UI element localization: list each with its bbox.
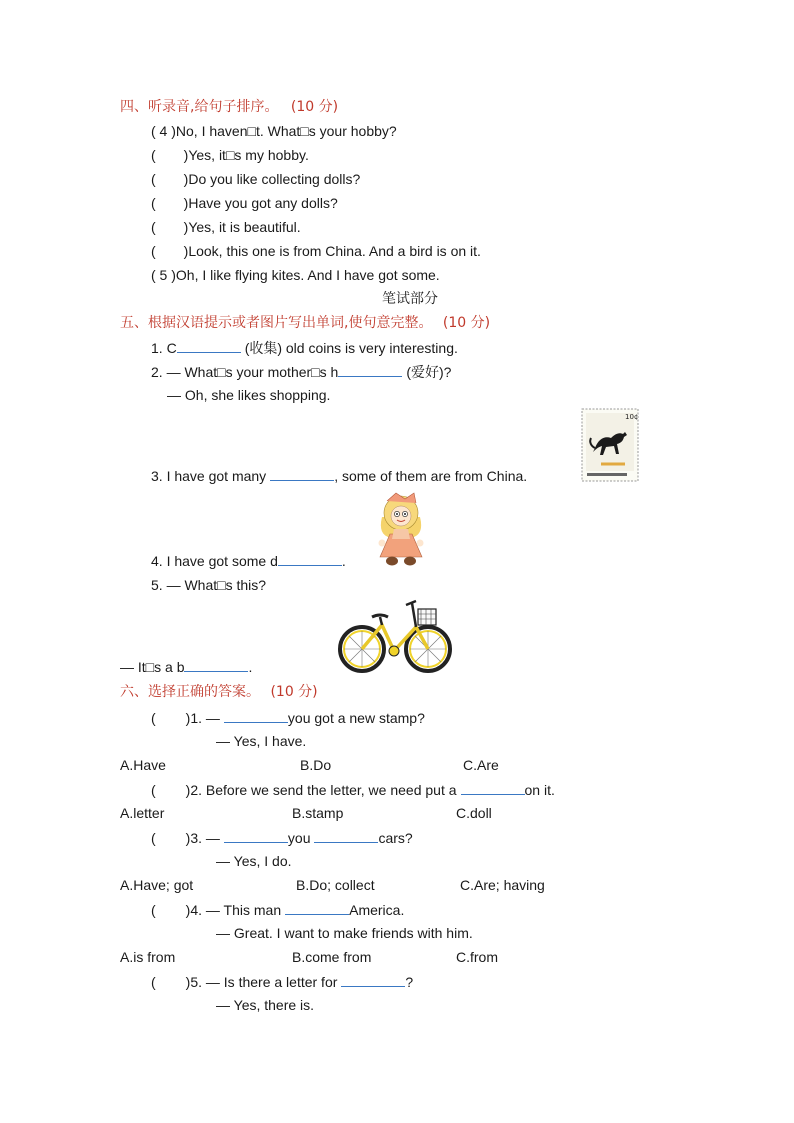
question-text: (收集) old coins is very interesting. bbox=[244, 340, 458, 356]
question-text: ? bbox=[405, 974, 414, 990]
sec6-q3-option-b[interactable]: B.Do; collect bbox=[296, 877, 375, 893]
sec5-q1 bbox=[151, 338, 458, 357]
doll-icon bbox=[372, 489, 430, 569]
answer-paren-open: ( bbox=[151, 782, 156, 798]
sec5-q2 bbox=[151, 362, 451, 381]
sentence-text: Oh, I like flying kites. And I have got some. bbox=[175, 267, 440, 283]
sec6-q2-option-c[interactable]: C.doll bbox=[456, 805, 492, 821]
answer-blank[interactable] bbox=[285, 900, 349, 915]
sec5-q2-reply: — Oh, she likes shopping. bbox=[167, 387, 331, 403]
sec6-q2 bbox=[151, 780, 555, 799]
question-text: 2. — What□s your mother□s h bbox=[151, 364, 339, 380]
stamp-value: 10¢ bbox=[625, 413, 639, 421]
stamp-image bbox=[581, 408, 639, 482]
bicycle-icon bbox=[336, 597, 456, 677]
question-text: cars? bbox=[378, 830, 413, 846]
sec6-q4-reply: — Great. I want to make friends with him. bbox=[216, 925, 473, 941]
question-text: (爱好)? bbox=[406, 364, 452, 380]
answer-blank[interactable] bbox=[278, 551, 342, 566]
sec4-row-5 bbox=[151, 218, 301, 236]
question-text: 1. C bbox=[151, 340, 177, 356]
section-4-title: 四、听录音,给句子排序。 bbox=[120, 99, 279, 115]
sec6-q4-option-b[interactable]: B.come from bbox=[292, 949, 372, 965]
answer-blank[interactable] bbox=[177, 338, 241, 353]
sec6-q3-option-a[interactable]: A.Have; got bbox=[120, 877, 194, 893]
sentence-text: Yes, it is beautiful. bbox=[188, 219, 301, 235]
answer-blank[interactable] bbox=[184, 657, 248, 672]
order-answer-slot[interactable]: ( ) bbox=[151, 219, 189, 235]
answer-paren-open: ( bbox=[151, 830, 156, 846]
sentence-text: Have you got any dolls? bbox=[188, 195, 338, 211]
question-text: 3. I have got many bbox=[151, 468, 267, 484]
order-paren: ( 5 ) bbox=[151, 267, 176, 283]
sec4-row-7 bbox=[151, 266, 440, 284]
order-answer-slot[interactable]: ( ) bbox=[151, 147, 189, 163]
question-text: )1. — bbox=[185, 710, 220, 726]
order-paren: ( 4 ) bbox=[151, 123, 176, 139]
written-part-label: 笔试部分 bbox=[382, 291, 438, 307]
sec6-q2-option-a[interactable]: A.letter bbox=[120, 805, 165, 821]
section-6-heading bbox=[120, 683, 318, 701]
question-text: )2. Before we send the letter, we need put a bbox=[185, 782, 457, 798]
question-text: on it. bbox=[524, 782, 555, 798]
section-6-title: 六、选择正确的答案。 bbox=[120, 684, 260, 700]
sec6-q1-option-c[interactable]: C.Are bbox=[463, 757, 499, 773]
question-text: you bbox=[287, 830, 311, 846]
question-text: , some of them are from China. bbox=[334, 468, 528, 484]
section-4-score: (10 分) bbox=[290, 99, 339, 115]
answer-paren-open: ( bbox=[151, 902, 156, 918]
sec4-row-2 bbox=[151, 146, 309, 164]
sec5-q4 bbox=[151, 551, 346, 570]
sentence-text: Look, this one is from China. And a bird is on it. bbox=[188, 243, 481, 259]
sec5-q5: 5. — What□s this? bbox=[151, 577, 267, 593]
answer-paren-open: ( bbox=[151, 974, 156, 990]
question-text: — It□s a b bbox=[120, 659, 185, 675]
sec6-q1-reply: — Yes, I have. bbox=[216, 733, 307, 749]
order-answer-slot[interactable]: ( ) bbox=[151, 195, 189, 211]
question-text: )5. — Is there a letter for bbox=[185, 974, 338, 990]
sec4-row-1 bbox=[151, 122, 397, 140]
answer-blank[interactable] bbox=[341, 972, 405, 987]
answer-blank[interactable] bbox=[270, 466, 334, 481]
section-4-heading bbox=[120, 98, 338, 116]
question-text: 4. I have got some d bbox=[151, 553, 278, 569]
doll-image bbox=[372, 489, 430, 569]
question-text: America. bbox=[349, 902, 405, 918]
sec6-q5-reply: — Yes, there is. bbox=[216, 997, 315, 1013]
answer-paren-open: ( bbox=[151, 710, 156, 726]
sec4-row-6 bbox=[151, 242, 481, 260]
answer-blank[interactable] bbox=[461, 780, 525, 795]
sec6-q4-option-a[interactable]: A.is from bbox=[120, 949, 176, 965]
section-5-heading bbox=[120, 314, 490, 332]
order-answer-slot[interactable]: ( ) bbox=[151, 171, 189, 187]
question-text: . bbox=[341, 553, 346, 569]
answer-blank[interactable] bbox=[338, 362, 402, 377]
sec4-row-3 bbox=[151, 170, 360, 188]
sec6-q3-reply: — Yes, I do. bbox=[216, 853, 292, 869]
question-text: you got a new stamp? bbox=[287, 710, 425, 726]
sentence-text: No, I haven□t. What□s your hobby? bbox=[175, 123, 397, 139]
sec6-q1-option-b[interactable]: B.Do bbox=[300, 757, 332, 773]
answer-blank[interactable] bbox=[224, 708, 288, 723]
section-5-title: 五、根据汉语提示或者图片写出单词,使句意完整。 bbox=[120, 315, 433, 331]
section-5-score: (10 分) bbox=[442, 315, 491, 331]
question-text: . bbox=[248, 659, 253, 675]
horse-stamp-icon bbox=[581, 408, 639, 482]
sec4-row-4 bbox=[151, 194, 338, 212]
sec6-q5 bbox=[151, 972, 413, 991]
answer-blank[interactable] bbox=[314, 828, 378, 843]
sec5-q3 bbox=[151, 466, 527, 485]
sec6-q1-option-a[interactable]: A.Have bbox=[120, 757, 166, 773]
sec6-q2-option-b[interactable]: B.stamp bbox=[292, 805, 344, 821]
sentence-text: Do you like collecting dolls? bbox=[188, 171, 361, 187]
section-6-score: (10 分) bbox=[270, 684, 318, 700]
sec6-q4 bbox=[151, 900, 404, 919]
sec6-q1 bbox=[151, 708, 425, 727]
order-answer-slot[interactable]: ( ) bbox=[151, 243, 189, 259]
question-text: )4. — This man bbox=[185, 902, 282, 918]
bicycle-image bbox=[336, 597, 456, 677]
sec5-q5-answer bbox=[120, 657, 252, 676]
sec6-q4-option-c[interactable]: C.from bbox=[456, 949, 498, 965]
sentence-text: Yes, it□s my hobby. bbox=[188, 147, 309, 163]
sec6-q3-option-c[interactable]: C.Are; having bbox=[460, 877, 545, 893]
answer-blank[interactable] bbox=[224, 828, 288, 843]
question-text: )3. — bbox=[185, 830, 220, 846]
sec6-q3 bbox=[151, 828, 413, 847]
